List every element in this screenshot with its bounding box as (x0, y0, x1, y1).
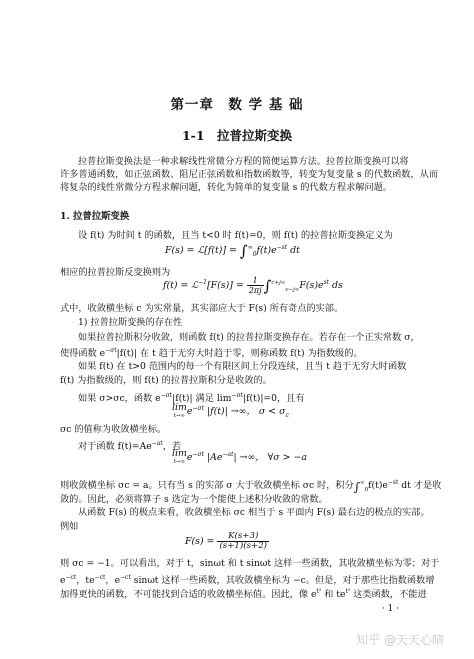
poles-line-2: 例如 (60, 521, 79, 532)
sigma-note: σc 的值称为收敛横坐标。 (60, 424, 167, 435)
limit-expression-1: lim t→∞ $e^{-\sigma t}$ |f(t)| →∞， $\sigma < \sigma_c$ (172, 402, 289, 419)
page-number: · 1 · (381, 604, 399, 614)
chapter-title: 第一章 数 学 基 础 (170, 97, 304, 113)
existence-title: 1) 拉普拉斯变换的存在性 (78, 317, 183, 328)
convergence-line-1: 则收敛横坐标 σc = a。只有当 s 的实部 σ 大于收敛横坐标 σc 时，积分$\int^\infty_0f(t)e^{-st}$ dt 才是收 (60, 479, 442, 495)
intro-line-2: 许多普通函数，如正弦函数、阻尼正弦函数和指数函数等，转变为复变量 s 的代数函数，从而 (60, 169, 439, 180)
equation-example: F(s) = $\frac{K(s+3)}{(s+1)(s+2)}$ (185, 531, 268, 551)
section-title: 1-1 拉普拉斯变换 (181, 128, 293, 143)
equation-inverse: f(t) = ℒ$^{-1}$[F(s)] = $\frac{1}{2\pi j}$ $\int^{c+j\infty}_{c-j\infty}F(s)e^{st}$ ds (163, 276, 343, 295)
integral-sign: ∫ (239, 242, 248, 260)
convergence-line-2: 敛的。因此，必须将算子 s 选定为一个能使上述积分收敛的常数。 (60, 494, 328, 505)
intro-line-1: 拉普拉斯变换法是一种求解线性常微分方程的简便运算方法。拉普拉斯变换可以将 (78, 156, 409, 167)
final-line-1: 则 σc = −1。可以看出，对于 t，sinωt 和 t sinωt 这样一些函数，其收敛横坐标为零；对于 (60, 558, 440, 569)
integral-sign-inverse: ∫ (263, 277, 272, 295)
inverse-intro: 相应的拉普拉斯反变换则为 (60, 267, 171, 278)
existence-line-2: 使得函数 $e^{-\sigma t}|f(t)|$ 在 t 趋于无穷大时趋于零，则称函数 f(t) 为指数级的。 (60, 347, 363, 360)
definition-line: 设 f(t) 为时间 t 的函数，且当 t<0 时 f(t)=0，则 f(t) 的拉普拉斯变换定义为 (78, 230, 393, 241)
limit-expression-2: lim t→∞ $e^{-\sigma t}$ $|Ae^{-at}|$ →∞， ∀σ > −a (172, 448, 307, 465)
poles-line-1: 从函数 F(s) 的极点来看，收敛横坐标 σc 相当于 s 平面内 F(s) 最右边的极点的实部。 (78, 507, 430, 518)
subsection-title: 1. 拉普拉斯变换 (60, 211, 130, 222)
existence-line-5: 如果 σ>σc，函数 $e^{-\sigma t}|f(t)|$ 满足 $\lim^{-\sigma t}|f(t)|=0$，且有 (78, 392, 305, 405)
existence-line-3: 如果 f(t) 在 t>0 范围内的每一个有限区间上分段连续，且当 t 趋于无穷大时函数 (78, 361, 407, 372)
existence-line-1: 如果拉普拉斯积分收敛，则函数 f(t) 的拉普拉斯变换存在。若存在一个正实常数 σ， (78, 332, 420, 343)
final-line-3: 加得更快的函数，不可能找到合适的收敛横坐标值。因此，像 $e^{t^2}$ 和 $te^{t^2}$ 这类函数，不能进 (60, 588, 427, 601)
intro-line-3: 将复杂的线性常微分方程求解问题，转化为简单的复变量 s 的代数方程求解问题。 (60, 182, 393, 193)
example1-line: 对于函数 $f(t)=Ae^{-at}$，若 (78, 440, 182, 453)
final-line-2: $e^{-ct}$，$te^{-ct}$，$e^{-ct}$ sinωt 这样一些函数，其收敛横坐标为 −c。但是，对于那些比指数函数增 (60, 574, 435, 587)
equation-forward: F(s) = ℒ[f(t)] = $\int^\infty_0f(t)e^{-st}$ dt (165, 242, 300, 260)
watermark: 知乎 @天天心晴 (356, 633, 444, 647)
existence-line-4: f(t) 为指数级的，则 f(t) 的拉普拉斯积分是收敛的。 (60, 375, 272, 386)
inverse-note: 式中，收敛横坐标 c 为实常量，其实部应大于 F(s) 所有奇点的实部。 (60, 303, 344, 314)
